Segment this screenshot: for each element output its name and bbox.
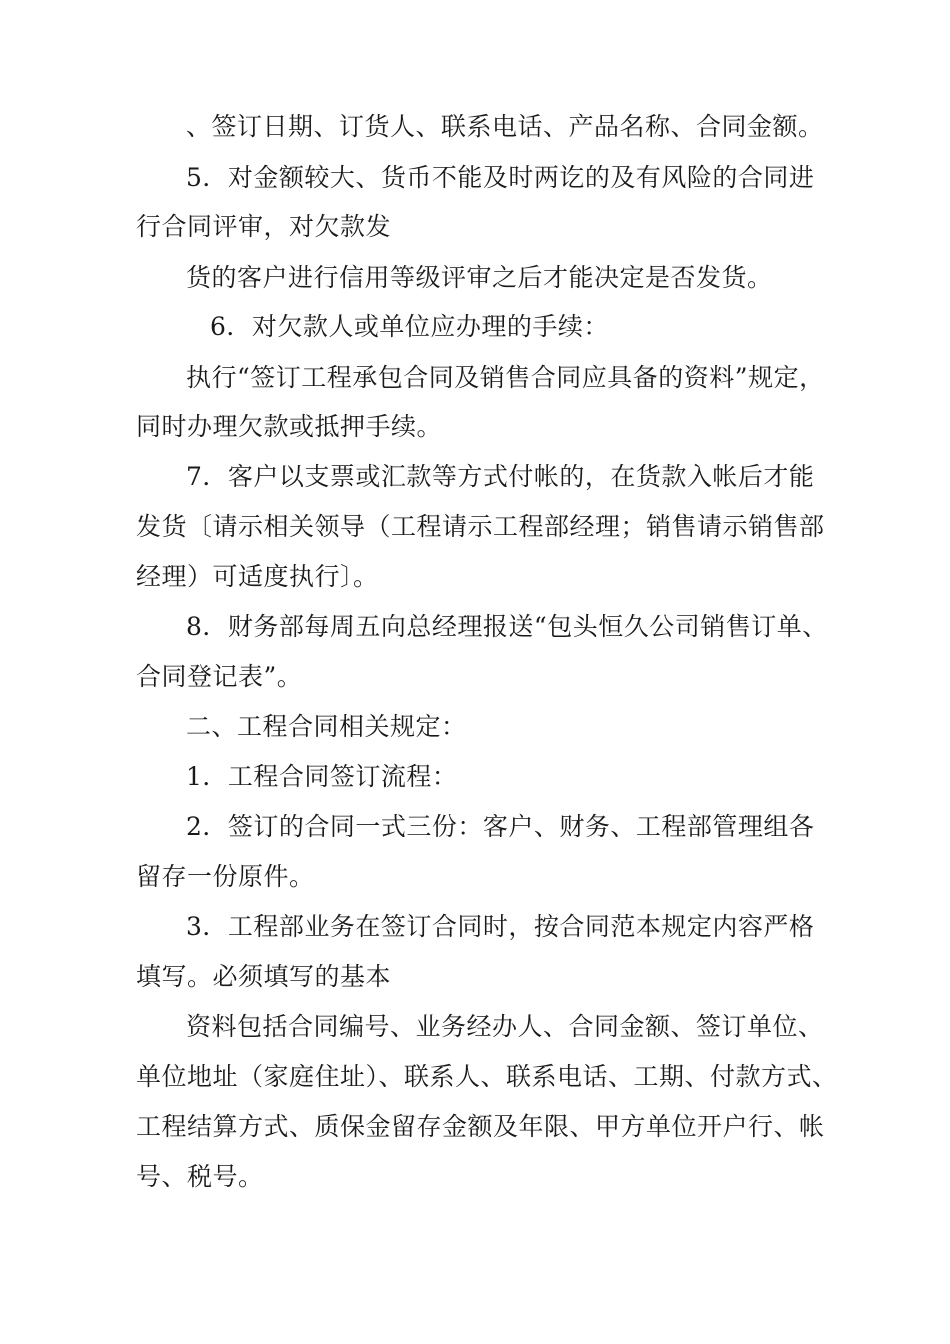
text-line: 1．工程合同签订流程： <box>186 762 458 791</box>
text-line: 5．对金额较大、货币不能及时两讫的及有风险的合同进 <box>186 163 815 192</box>
text-line: 执行“签订工程承包合同及销售合同应具备的资料”规定， <box>186 363 825 392</box>
text-line: 3．工程部业务在签订合同时，按合同范本规定内容严格 <box>186 912 815 941</box>
text-line: 同时办理欠款或抵押手续。 <box>136 412 443 441</box>
text-line: 6．对欠款人或单位应办理的手续： <box>210 312 609 341</box>
text-line: 2．签订的合同一式三份：客户、财务、工程部管理组各 <box>186 812 815 841</box>
section-heading: 二、工程合同相关规定： <box>186 712 467 741</box>
text-line: 号、税号。 <box>136 1162 264 1191</box>
text-line: 合同登记表”。 <box>136 662 303 691</box>
text-line: 7．客户以支票或汇款等方式付帐的，在货款入帐后才能 <box>186 462 815 491</box>
text-line: 留存一份原件。 <box>136 862 315 891</box>
text-line: 发货〔请示相关领导（工程请示工程部经理；销售请示销售部 <box>136 512 825 541</box>
text-line: 经理）可适度执行〕。 <box>136 562 379 591</box>
text-line: 单位地址（家庭住址）、联系人、联系电话、工期、付款方式、 <box>136 1062 838 1091</box>
text-line: 资料包括合同编号、业务经办人、合同金额、签订单位、 <box>186 1012 824 1041</box>
text-line: 填写。必须填写的基本 <box>136 962 392 991</box>
text-line: 工程结算方式、质保金留存金额及年限、甲方单位开户行、帐 <box>136 1112 825 1141</box>
text-line: 行合同评审，对欠款发 <box>136 212 392 241</box>
text-line: 、签订日期、订货人、联系电话、产品名称、合同金额。 <box>186 112 824 141</box>
text-line: 货的客户进行信用等级评审之后才能决定是否发货。 <box>186 263 773 292</box>
text-line: 8．财务部每周五向总经理报送“包头恒久公司销售订单、 <box>186 612 828 641</box>
